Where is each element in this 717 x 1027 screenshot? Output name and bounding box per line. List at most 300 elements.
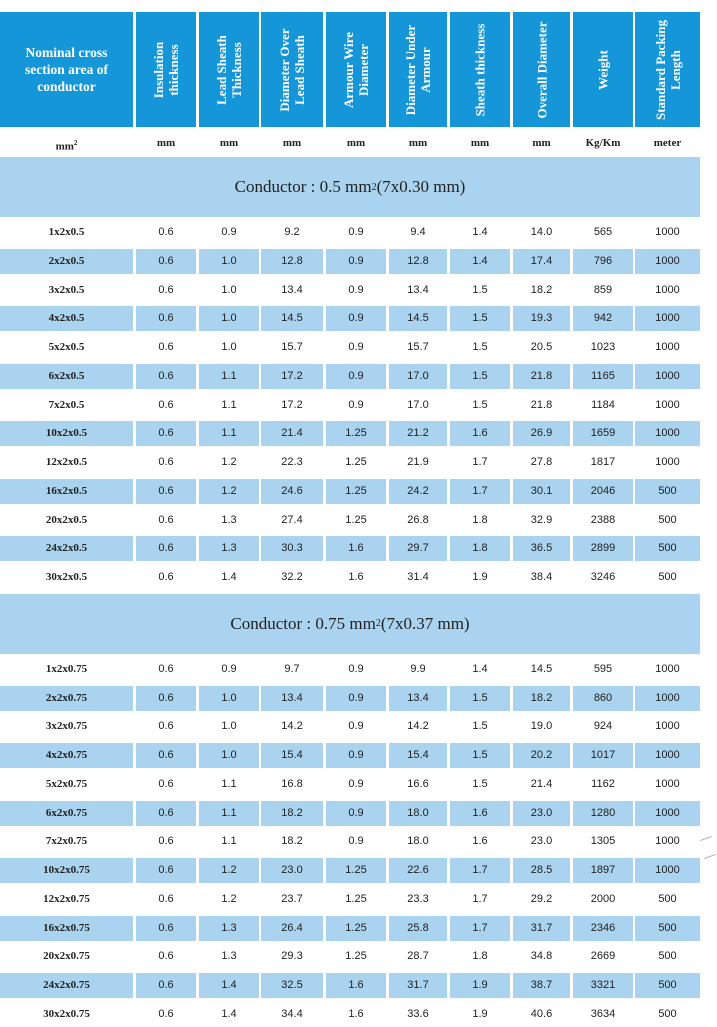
table-cell: 17.4 xyxy=(513,249,570,274)
table-cell: 0.6 xyxy=(158,777,174,790)
table-cell: 500 xyxy=(635,479,700,504)
table-cell: 27.8 xyxy=(530,456,553,468)
table-row xyxy=(0,714,717,739)
column-header xyxy=(261,12,323,127)
table-cell: 0.9 xyxy=(326,306,386,331)
table-cell: 3321 xyxy=(573,973,633,998)
table-cell: 0.9 xyxy=(348,720,364,733)
table-cell: 0.6 xyxy=(136,801,196,826)
table-cell: 1.25 xyxy=(345,950,367,963)
table-cell: 0.6 xyxy=(158,892,174,905)
table-cell: 15.7 xyxy=(407,341,429,353)
table-row xyxy=(0,364,717,389)
table-cell: 2899 xyxy=(573,536,633,561)
table-cell: 1000 xyxy=(635,858,700,883)
table-row xyxy=(0,335,717,360)
table-cell: 14.2 xyxy=(407,720,429,733)
table-row xyxy=(0,249,717,274)
table-cell: 0.6 xyxy=(136,973,196,998)
column-header xyxy=(450,12,510,127)
table-cell: 500 xyxy=(635,536,700,561)
table-cell: 1000 xyxy=(635,421,700,446)
table-cell: 1.5 xyxy=(472,777,488,790)
table-cell: 1017 xyxy=(573,743,633,768)
table-cell: 40.6 xyxy=(530,1007,553,1020)
table-cell: 38.4 xyxy=(530,571,553,583)
table-cell: 0.9 xyxy=(326,743,386,768)
table-cell: 24.2 xyxy=(389,479,447,504)
section-title-text: Conductor : 0.75 mm xyxy=(230,613,376,633)
table-cell: 1000 xyxy=(635,686,700,711)
table-cell: 0.9 xyxy=(348,283,364,296)
table-cell: 0.9 xyxy=(348,398,364,411)
table-cell: 23.0 xyxy=(261,858,323,883)
section-title xyxy=(0,594,700,654)
table-cell: 1.7 xyxy=(450,858,510,883)
table-cell: 1.1 xyxy=(199,801,259,826)
table-row xyxy=(0,479,717,504)
table-cell: 0.6 xyxy=(136,249,196,274)
table-cell: 1.25 xyxy=(326,916,386,941)
unit-label xyxy=(199,131,259,155)
table-cell: 32.5 xyxy=(261,973,323,998)
table-row xyxy=(0,944,717,969)
table-cell: 14.5 xyxy=(530,662,553,675)
column-header-label: Diameter Over Lead Sheath xyxy=(277,27,307,112)
table-cell: 0.6 xyxy=(158,571,174,583)
column-header-label: Insulation thickness xyxy=(151,41,181,98)
table-cell: 1.6 xyxy=(326,536,386,561)
table-cell: 1.0 xyxy=(199,686,259,711)
table-cell: 13.4 xyxy=(389,686,447,711)
table-cell: 21.4 xyxy=(261,421,323,446)
table-cell: 1659 xyxy=(573,421,633,446)
table-cell: 1.6 xyxy=(472,835,488,848)
table-cell: 14.0 xyxy=(530,226,553,238)
column-header: Nominal cross section area of conductor xyxy=(0,12,133,127)
table-cell: 28.7 xyxy=(407,950,429,963)
table-cell: 16.8 xyxy=(281,777,303,790)
table-cell: 12.8 xyxy=(261,249,323,274)
table-cell: 500 xyxy=(658,513,677,526)
table-cell: 18.2 xyxy=(513,686,570,711)
table-cell: 1.25 xyxy=(345,456,367,468)
table-cell: 9.4 xyxy=(410,226,426,238)
table-cell: 23.7 xyxy=(281,892,303,905)
table-cell: 500 xyxy=(658,892,677,905)
column-header xyxy=(136,12,196,127)
table-cell: 29.3 xyxy=(281,950,303,963)
table-cell: 1.7 xyxy=(472,456,488,468)
table-cell: 1.9 xyxy=(472,571,488,583)
table-cell: 15.4 xyxy=(389,743,447,768)
table-cell: 1.4 xyxy=(472,226,488,238)
table-cell: 0.6 xyxy=(136,421,196,446)
table-cell: 1.7 xyxy=(450,479,510,504)
table-cell: 14.5 xyxy=(261,306,323,331)
table-cell: 21.4 xyxy=(530,777,553,790)
table-cell: 20.2 xyxy=(513,743,570,768)
table-cell: 1.2 xyxy=(221,892,237,905)
table-row xyxy=(0,393,717,418)
table-header-row xyxy=(0,12,717,127)
table-cell: 1817 xyxy=(590,456,616,468)
table-cell: 20x2x0.75 xyxy=(43,950,90,963)
table-cell: 0.6 xyxy=(136,536,196,561)
table-cell: 1000 xyxy=(655,283,680,296)
table-cell: 24.6 xyxy=(261,479,323,504)
table-cell: 29.7 xyxy=(389,536,447,561)
table-cell: 500 xyxy=(658,571,677,583)
table-cell: 1.6 xyxy=(450,421,510,446)
table-row xyxy=(0,973,717,998)
table-cell: 1.0 xyxy=(199,743,259,768)
table-cell: 1.25 xyxy=(326,421,386,446)
column-header-label: Diameter Under Armour xyxy=(403,24,433,115)
unit-text: mm xyxy=(156,137,176,149)
table-cell: 1.7 xyxy=(450,916,510,941)
table-cell: 1000 xyxy=(655,720,680,733)
column-header-label: Overall Diameter xyxy=(534,20,549,119)
table-cell: 31.7 xyxy=(513,916,570,941)
table-cell: 1.5 xyxy=(450,686,510,711)
unit-label xyxy=(635,131,700,155)
table-row xyxy=(0,858,717,883)
table-cell: 859 xyxy=(593,283,613,296)
table-cell: 0.6 xyxy=(136,479,196,504)
table-cell: 27.4 xyxy=(281,513,303,526)
table-cell: 18.0 xyxy=(389,801,447,826)
table-cell: 1000 xyxy=(635,364,700,389)
table-cell: 1.25 xyxy=(326,479,386,504)
table-cell: 1.6 xyxy=(326,973,386,998)
table-cell: 30x2x0.75 xyxy=(43,1007,90,1020)
unit-label xyxy=(573,131,633,155)
table-cell: 1.4 xyxy=(221,1007,237,1020)
table-cell: 0.6 xyxy=(136,306,196,331)
table-cell: 16x2x0.75 xyxy=(0,916,133,941)
unit-text: Kg/Km xyxy=(585,137,621,149)
table-cell: 12.8 xyxy=(389,249,447,274)
table-cell: 32.2 xyxy=(281,571,303,583)
table-cell: 1.1 xyxy=(221,777,237,790)
table-cell: 13.4 xyxy=(281,283,303,296)
table-cell: 30x2x0.5 xyxy=(45,571,88,583)
table-cell: 4x2x0.5 xyxy=(0,306,133,331)
section-title-suffix: (7x0.37 mm) xyxy=(380,613,470,633)
table-cell: 924 xyxy=(593,720,613,733)
table-cell: 1000 xyxy=(655,341,680,353)
table-cell: 1000 xyxy=(635,249,700,274)
table-cell: 1165 xyxy=(573,364,633,389)
table-cell: 0.9 xyxy=(326,364,386,389)
table-cell: 18.2 xyxy=(281,835,303,848)
table-cell: 21.2 xyxy=(389,421,447,446)
table-cell: 10x2x0.75 xyxy=(0,858,133,883)
table-cell: 22.3 xyxy=(281,456,303,468)
column-header xyxy=(389,12,447,127)
table-cell: 1.0 xyxy=(221,283,237,296)
table-cell: 1.5 xyxy=(472,398,488,411)
table-cell: 5x2x0.75 xyxy=(45,777,88,790)
table-cell: 6x2x0.75 xyxy=(0,801,133,826)
table-cell: 1.5 xyxy=(450,306,510,331)
table-cell: 2000 xyxy=(590,892,616,905)
unit-label xyxy=(0,131,133,155)
table-cell: 0.9 xyxy=(221,662,237,675)
column-header-label: Weight xyxy=(595,49,611,90)
table-cell: 15.7 xyxy=(281,341,303,353)
table-cell: 1000 xyxy=(655,226,680,238)
table-row xyxy=(0,743,717,768)
table-cell: 1.5 xyxy=(450,364,510,389)
table-cell: 0.6 xyxy=(158,720,174,733)
table-cell: 0.9 xyxy=(348,777,364,790)
table-cell: 1.5 xyxy=(472,720,488,733)
unit-label xyxy=(450,131,510,155)
unit-text: meter xyxy=(653,137,682,149)
table-cell: 3634 xyxy=(590,1007,616,1020)
table-cell: 796 xyxy=(573,249,633,274)
table-cell: 1023 xyxy=(590,341,616,353)
table-cell: 0.9 xyxy=(326,249,386,274)
unit-text: mm xyxy=(346,137,366,149)
table-cell: 1.7 xyxy=(472,892,488,905)
column-header xyxy=(199,12,259,127)
table-cell: 15.4 xyxy=(261,743,323,768)
table-cell: 1000 xyxy=(635,743,700,768)
table-cell: 9.9 xyxy=(410,662,426,675)
table-row xyxy=(0,508,717,533)
table-cell: 0.6 xyxy=(136,743,196,768)
table-row xyxy=(0,829,717,854)
table-cell: 3x2x0.75 xyxy=(45,720,88,733)
column-header xyxy=(513,12,570,127)
section-title-suffix: (7x0.30 mm) xyxy=(376,177,466,196)
table-cell: 7x2x0.5 xyxy=(48,398,85,411)
table-cell: 1.8 xyxy=(450,536,510,561)
table-cell: 23.0 xyxy=(513,801,570,826)
table-cell: 1000 xyxy=(655,398,680,411)
table-cell: 6x2x0.5 xyxy=(0,364,133,389)
table-cell: 0.9 xyxy=(326,686,386,711)
table-cell: 9.2 xyxy=(284,226,300,238)
table-cell: 30.3 xyxy=(261,536,323,561)
table-cell: 1x2x0.75 xyxy=(45,662,88,675)
table-row xyxy=(0,1002,717,1027)
table-cell: 1.6 xyxy=(348,1007,364,1020)
table-cell: 1000 xyxy=(655,662,680,675)
table-cell: 1162 xyxy=(591,777,615,790)
unit-text: mm xyxy=(470,137,490,149)
table-cell: 1.4 xyxy=(450,249,510,274)
table-cell: 0.6 xyxy=(136,858,196,883)
table-cell: 1000 xyxy=(655,456,680,468)
table-cell: 1.25 xyxy=(345,892,367,905)
table-cell: 12x2x0.5 xyxy=(45,456,88,468)
table-cell: 24x2x0.5 xyxy=(0,536,133,561)
table-row xyxy=(0,565,717,590)
table-cell: 1305 xyxy=(590,835,616,848)
table-cell: 13.4 xyxy=(261,686,323,711)
table-cell: 500 xyxy=(658,1007,677,1020)
table-cell: 1x2x0.5 xyxy=(48,226,85,238)
table-cell: 565 xyxy=(593,226,613,238)
table-cell: 0.6 xyxy=(158,513,174,526)
table-row xyxy=(0,916,717,941)
column-header-label: Sheath thickness xyxy=(472,23,488,116)
unit-text: mm xyxy=(532,137,551,149)
table-cell: 33.6 xyxy=(407,1007,429,1020)
table-cell: 0.9 xyxy=(221,226,237,238)
table-cell: 18.0 xyxy=(407,835,429,848)
table-cell: 17.2 xyxy=(261,364,323,389)
table-row xyxy=(0,536,717,561)
unit-label xyxy=(389,131,447,155)
table-cell: 3246 xyxy=(590,571,616,583)
table-cell: 26.4 xyxy=(261,916,323,941)
table-cell: 1.0 xyxy=(221,720,237,733)
table-cell: 7x2x0.75 xyxy=(45,835,88,848)
table-cell: 1.8 xyxy=(472,513,488,526)
units-row xyxy=(0,131,717,155)
table-cell: 1.2 xyxy=(221,456,237,468)
table-cell: 1000 xyxy=(655,777,680,790)
table-cell: 1.3 xyxy=(199,536,259,561)
table-cell: 0.6 xyxy=(158,662,174,675)
table-cell: 34.4 xyxy=(281,1007,303,1020)
section-title-superscript: 2 xyxy=(375,618,381,630)
table-cell: 34.8 xyxy=(530,950,553,963)
table-cell: 0.9 xyxy=(348,226,364,238)
table-cell: 500 xyxy=(635,916,700,941)
table-cell: 0.6 xyxy=(158,398,174,411)
table-cell: 2x2x0.75 xyxy=(0,686,133,711)
table-cell: 1.5 xyxy=(472,341,488,353)
table-cell: 9.7 xyxy=(284,662,300,675)
table-cell: 0.6 xyxy=(158,341,174,353)
table-cell: 595 xyxy=(593,662,613,675)
table-cell: 1.5 xyxy=(450,743,510,768)
table-cell: 20.5 xyxy=(530,341,553,353)
table-cell: 18.2 xyxy=(261,801,323,826)
table-cell: 0.6 xyxy=(158,226,174,238)
table-cell: 3x2x0.5 xyxy=(48,283,85,296)
table-cell: 0.6 xyxy=(158,835,174,848)
table-cell: 1.8 xyxy=(472,950,488,963)
table-cell: 1.2 xyxy=(199,858,259,883)
table-cell: 17.0 xyxy=(407,398,429,411)
table-cell: 18.2 xyxy=(530,283,553,296)
column-header-label: Standard Packing Length xyxy=(652,19,683,120)
table-cell: 1.6 xyxy=(348,571,364,583)
table-cell: 0.6 xyxy=(158,283,174,296)
table-cell: 23.3 xyxy=(407,892,429,905)
table-cell: 0.6 xyxy=(158,1007,174,1020)
table-row xyxy=(0,306,717,331)
table-cell: 23.0 xyxy=(530,835,553,848)
table-cell: 24x2x0.75 xyxy=(0,973,133,998)
table-row xyxy=(0,772,717,797)
table-cell: 0.9 xyxy=(348,835,364,848)
table-cell: 860 xyxy=(573,686,633,711)
table-cell: 1.3 xyxy=(221,950,237,963)
table-cell: 1.0 xyxy=(221,341,237,353)
table-cell: 1.5 xyxy=(472,283,488,296)
table-row xyxy=(0,220,717,245)
table-cell: 17.0 xyxy=(389,364,447,389)
column-header-label: Lead Sheath Thickness xyxy=(214,34,244,105)
table-cell: 1.4 xyxy=(221,571,237,583)
table-cell: 0.6 xyxy=(158,950,174,963)
table-cell: 28.5 xyxy=(513,858,570,883)
table-cell: 0.6 xyxy=(136,364,196,389)
table-cell: 1280 xyxy=(573,801,633,826)
table-cell: 29.2 xyxy=(530,892,553,905)
table-cell: 2388 xyxy=(590,513,616,526)
table-cell: 500 xyxy=(658,950,677,963)
table-cell: 1.9 xyxy=(450,973,510,998)
table-cell: 942 xyxy=(573,306,633,331)
column-header-label: Armour Wire Diameter xyxy=(341,31,371,108)
table-cell: 20x2x0.5 xyxy=(45,513,88,526)
table-cell: 0.9 xyxy=(348,341,364,353)
table-cell: 1.3 xyxy=(221,513,237,526)
table-cell: 0.6 xyxy=(136,916,196,941)
unit-text: mm xyxy=(282,137,302,149)
section-title-text: Conductor : 0.5 mm xyxy=(234,177,372,196)
table-cell: 17.2 xyxy=(281,398,303,411)
table-cell: 1.1 xyxy=(221,835,237,848)
table-cell: 1.1 xyxy=(199,421,259,446)
table-row xyxy=(0,657,717,682)
table-cell: 0.9 xyxy=(348,662,364,675)
table-cell: 31.7 xyxy=(389,973,447,998)
table-cell: 4x2x0.75 xyxy=(0,743,133,768)
column-header xyxy=(573,12,633,127)
unit-label xyxy=(136,131,196,155)
table-cell: 30.1 xyxy=(513,479,570,504)
table-cell: 0.9 xyxy=(326,801,386,826)
unit-label xyxy=(326,131,386,155)
table-cell: 26.9 xyxy=(513,421,570,446)
table-cell: 10x2x0.5 xyxy=(0,421,133,446)
table-cell: 21.8 xyxy=(513,364,570,389)
table-cell: 1.6 xyxy=(450,801,510,826)
table-row xyxy=(0,686,717,711)
table-cell: 0.6 xyxy=(158,456,174,468)
table-cell: 1184 xyxy=(591,398,615,411)
table-cell: 2346 xyxy=(573,916,633,941)
table-cell: 1000 xyxy=(635,801,700,826)
table-cell: 1.2 xyxy=(199,479,259,504)
table-row xyxy=(0,278,717,303)
table-cell: 1.25 xyxy=(326,858,386,883)
table-cell: 13.4 xyxy=(407,283,429,296)
column-header xyxy=(326,12,386,127)
column-header xyxy=(635,12,700,127)
table-cell: 1.0 xyxy=(199,249,259,274)
table-cell: 2x2x0.5 xyxy=(0,249,133,274)
table-cell: 1.4 xyxy=(199,973,259,998)
table-cell: 2046 xyxy=(573,479,633,504)
table-cell: 1897 xyxy=(573,858,633,883)
table-cell: 21.9 xyxy=(407,456,429,468)
table-cell: 1.1 xyxy=(221,398,237,411)
table-cell: 19.3 xyxy=(513,306,570,331)
table-row xyxy=(0,887,717,912)
table-cell: 38.7 xyxy=(513,973,570,998)
